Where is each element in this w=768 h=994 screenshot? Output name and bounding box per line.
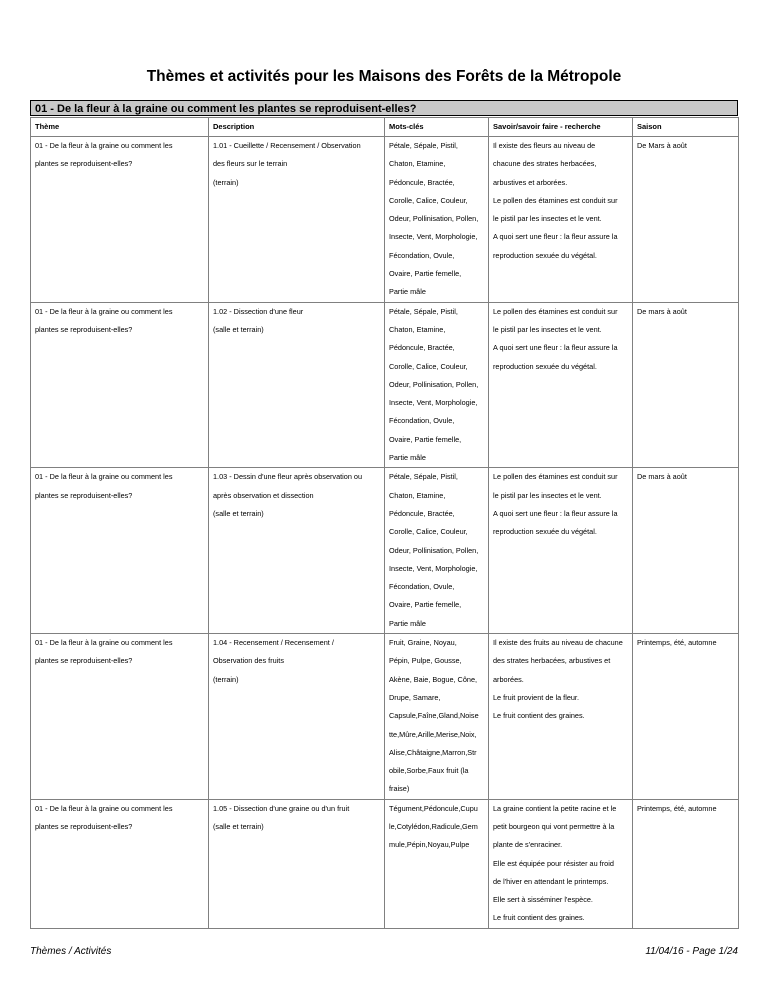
cell-knowledge-line: des strates herbacées, arbustives et <box>493 656 611 666</box>
cell-season-line: Printemps, été, automne <box>637 638 717 648</box>
cell-keywords <box>385 799 489 928</box>
cell-description-line: (salle et terrain) <box>213 821 264 831</box>
cell-theme <box>31 634 209 800</box>
cell-keywords-line: Odeur, Pollinisation, Pollen, <box>389 379 479 389</box>
table-row <box>31 468 739 634</box>
cell-knowledge-line: A quoi sert une fleur : la fleur assure la <box>493 508 618 518</box>
cell-theme-line: 01 - De la fleur à la graine ou comment les <box>35 472 173 482</box>
cell-keywords-line: Pépin, Pulpe, Gousse, <box>389 656 462 666</box>
section-header: 01 - De la fleur à la graine ou comment les plantes se reproduisent-elles? <box>30 100 738 116</box>
cell-theme-line: 01 - De la fleur à la graine ou comment les <box>35 638 173 648</box>
cell-keywords <box>385 137 489 303</box>
cell-season-line: Printemps, été, automne <box>637 803 717 813</box>
cell-keywords <box>385 302 489 468</box>
column-header-knowledge: Savoir/savoir faire - recherche <box>489 118 633 137</box>
cell-keywords-line: Fécondation, Ovule, <box>389 250 455 260</box>
cell-knowledge-line: Le fruit contient des graines. <box>493 711 585 721</box>
table-header-row <box>31 118 739 137</box>
cell-description-line: 1.02 - Dissection d'une fleur <box>213 306 304 316</box>
cell-theme-line: 01 - De la fleur à la graine ou comment les <box>35 306 173 316</box>
cell-knowledge-line: Le pollen des étamines est conduit sur <box>493 195 618 205</box>
cell-description <box>209 137 385 303</box>
cell-knowledge-line: Elle sert à sisséminer l'espèce. <box>493 895 593 905</box>
cell-keywords-line: tte,Mûre,Arille,Merise,Noix, <box>389 729 477 739</box>
cell-season <box>633 634 739 800</box>
cell-description <box>209 302 385 468</box>
cell-keywords-line: Capsule,Faîne,Gland,Noise <box>389 711 479 721</box>
cell-theme <box>31 468 209 634</box>
cell-season-line: De Mars à août <box>637 141 687 150</box>
cell-keywords-line: Corolle, Calice, Couleur, <box>389 195 468 205</box>
cell-keywords-line: Partie mâle <box>389 618 426 628</box>
cell-description-line: (terrain) <box>213 674 239 684</box>
column-header-description: Description <box>209 118 385 137</box>
cell-keywords-line: Pétale, Sépale, Pistil, <box>389 472 458 482</box>
cell-season-line: De mars à août <box>637 472 687 482</box>
cell-knowledge-line: La graine contient la petite racine et le <box>493 803 617 813</box>
cell-season <box>633 468 739 634</box>
cell-keywords-line: Fécondation, Ovule, <box>389 416 455 426</box>
table-row <box>31 137 739 303</box>
cell-knowledge-line: Le fruit contient des graines. <box>493 913 585 923</box>
cell-knowledge-line: chacune des strates herbacées, <box>493 159 597 169</box>
column-header-keywords: Mots-clés <box>385 118 489 137</box>
cell-description <box>209 468 385 634</box>
cell-keywords-line: Chaton, Etamine, <box>389 490 446 500</box>
cell-knowledge <box>489 302 633 468</box>
cell-keywords-line: Fécondation, Ovule, <box>389 582 455 592</box>
cell-keywords-line: Tégument,Pédoncule,Cupu <box>389 803 478 813</box>
cell-keywords <box>385 634 489 800</box>
footer-page-info: 11/04/16 - Page 1/24 <box>645 946 738 957</box>
cell-keywords-line: Pétale, Sépale, Pistil, <box>389 306 458 316</box>
cell-keywords-line: Ovaire, Partie femelle, <box>389 269 462 279</box>
table-row <box>31 302 739 468</box>
cell-description-line: (salle et terrain) <box>213 508 264 518</box>
cell-knowledge-line: le pistil par les insectes et le vent. <box>493 214 602 224</box>
cell-knowledge-line: Le pollen des étamines est conduit sur <box>493 306 618 316</box>
cell-knowledge-line: arborées. <box>493 674 524 684</box>
table-row <box>31 799 739 928</box>
cell-keywords-line: obile,Sorbe,Faux fruit (la <box>389 766 469 776</box>
cell-knowledge-line: A quoi sert une fleur : la fleur assure la <box>493 343 618 353</box>
cell-knowledge <box>489 137 633 303</box>
column-header-season: Saison <box>633 118 739 137</box>
column-header-theme: Thème <box>31 118 209 137</box>
cell-theme-line: plantes se reproduisent-elles? <box>35 656 133 666</box>
cell-keywords-line: Chaton, Etamine, <box>389 159 446 169</box>
table-row <box>31 634 739 800</box>
cell-theme <box>31 799 209 928</box>
cell-knowledge <box>489 634 633 800</box>
cell-knowledge <box>489 799 633 928</box>
cell-keywords-line: Insecte, Vent, Morphologie, <box>389 398 478 408</box>
cell-keywords <box>385 468 489 634</box>
cell-knowledge-line: plante de s'enraciner. <box>493 840 563 850</box>
cell-keywords-line: Insecte, Vent, Morphologie, <box>389 232 478 242</box>
cell-season <box>633 799 739 928</box>
cell-keywords-line: Pédoncule, Bractée, <box>389 177 455 187</box>
cell-keywords-line: fraise) <box>389 784 410 794</box>
cell-knowledge-line: reproduction sexuée du végétal. <box>493 527 597 537</box>
cell-knowledge-line: reproduction sexuée du végétal. <box>493 361 597 371</box>
cell-description-line: 1.03 - Dessin d'une fleur après observation ou <box>213 472 363 482</box>
cell-knowledge-line: Le pollen des étamines est conduit sur <box>493 472 618 482</box>
cell-knowledge-line: le pistil par les insectes et le vent. <box>493 490 602 500</box>
cell-theme-line: plantes se reproduisent-elles? <box>35 821 133 831</box>
cell-knowledge-line: Il existe des fruits au niveau de chacune <box>493 638 623 648</box>
cell-keywords-line: Pédoncule, Bractée, <box>389 508 455 518</box>
cell-keywords-line: Pétale, Sépale, Pistil, <box>389 141 458 150</box>
footer-left: Thèmes / Activités <box>30 946 112 957</box>
cell-theme <box>31 137 209 303</box>
cell-knowledge-line: de l'hiver en attendant le printemps. <box>493 876 609 886</box>
cell-description-line: 1.05 - Dissection d'une graine ou d'un fruit <box>213 803 350 813</box>
cell-description <box>209 634 385 800</box>
cell-theme <box>31 302 209 468</box>
cell-keywords-line: Corolle, Calice, Couleur, <box>389 361 468 371</box>
cell-keywords-line: Insecte, Vent, Morphologie, <box>389 563 478 573</box>
cell-description-line: 1.04 - Recensement / Recensement / <box>213 638 334 648</box>
cell-keywords-line: mule,Pépin,Noyau,Pulpe <box>389 840 470 850</box>
cell-theme-line: plantes se reproduisent-elles? <box>35 490 133 500</box>
cell-description-line: après observation et dissection <box>213 490 314 500</box>
activities-table <box>30 117 739 929</box>
cell-knowledge-line: Il existe des fleurs au niveau de <box>493 141 596 150</box>
cell-season-line: De mars à août <box>637 306 687 316</box>
cell-knowledge-line: A quoi sert une fleur : la fleur assure la <box>493 232 618 242</box>
cell-description <box>209 799 385 928</box>
cell-keywords-line: Corolle, Calice, Couleur, <box>389 527 468 537</box>
cell-keywords-line: Alise,Châtaigne,Marron,Str <box>389 747 477 757</box>
cell-knowledge-line: Elle est équipée pour résister au froid <box>493 858 614 868</box>
cell-knowledge-line: Le fruit provient de la fleur. <box>493 692 579 702</box>
cell-keywords-line: Partie mâle <box>389 287 426 297</box>
cell-description-line: Observation des fruits <box>213 656 284 666</box>
cell-keywords-line: Drupe, Samare, <box>389 692 441 702</box>
cell-keywords-line: Partie mâle <box>389 453 426 463</box>
cell-keywords-line: Chaton, Etamine, <box>389 324 446 334</box>
cell-knowledge-line: le pistil par les insectes et le vent. <box>493 324 602 334</box>
cell-knowledge <box>489 468 633 634</box>
cell-description-line: des fleurs sur le terrain <box>213 159 288 169</box>
cell-keywords-line: Fruit, Graine, Noyau, <box>389 638 457 648</box>
cell-keywords-line: Pédoncule, Bractée, <box>389 343 455 353</box>
cell-keywords-line: Odeur, Pollinisation, Pollen, <box>389 545 479 555</box>
cell-theme-line: plantes se reproduisent-elles? <box>35 159 133 169</box>
cell-description-line: (salle et terrain) <box>213 324 264 334</box>
cell-theme-line: 01 - De la fleur à la graine ou comment les <box>35 141 173 150</box>
cell-theme-line: plantes se reproduisent-elles? <box>35 324 133 334</box>
cell-season <box>633 302 739 468</box>
cell-keywords-line: Ovaire, Partie femelle, <box>389 434 462 444</box>
cell-knowledge-line: petit bourgeon qui vont permettre à la <box>493 821 615 831</box>
page-title: Thèmes et activités pour les Maisons des Forêts de la Métropole <box>146 68 622 85</box>
cell-keywords-line: le,Cotylédon,Radicule,Gem <box>389 821 478 831</box>
cell-description-line: 1.01 - Cueillette / Recensement / Observation <box>213 141 361 150</box>
cell-keywords-line: Akène, Baie, Bogue, Cône, <box>389 674 478 684</box>
cell-keywords-line: Ovaire, Partie femelle, <box>389 600 462 610</box>
cell-knowledge-line: arbustives et arborées. <box>493 177 568 187</box>
cell-description-line: (terrain) <box>213 177 239 187</box>
cell-theme-line: 01 - De la fleur à la graine ou comment les <box>35 803 173 813</box>
cell-keywords-line: Odeur, Pollinisation, Pollen, <box>389 214 479 224</box>
cell-knowledge-line: reproduction sexuée du végétal. <box>493 250 597 260</box>
cell-season <box>633 137 739 303</box>
